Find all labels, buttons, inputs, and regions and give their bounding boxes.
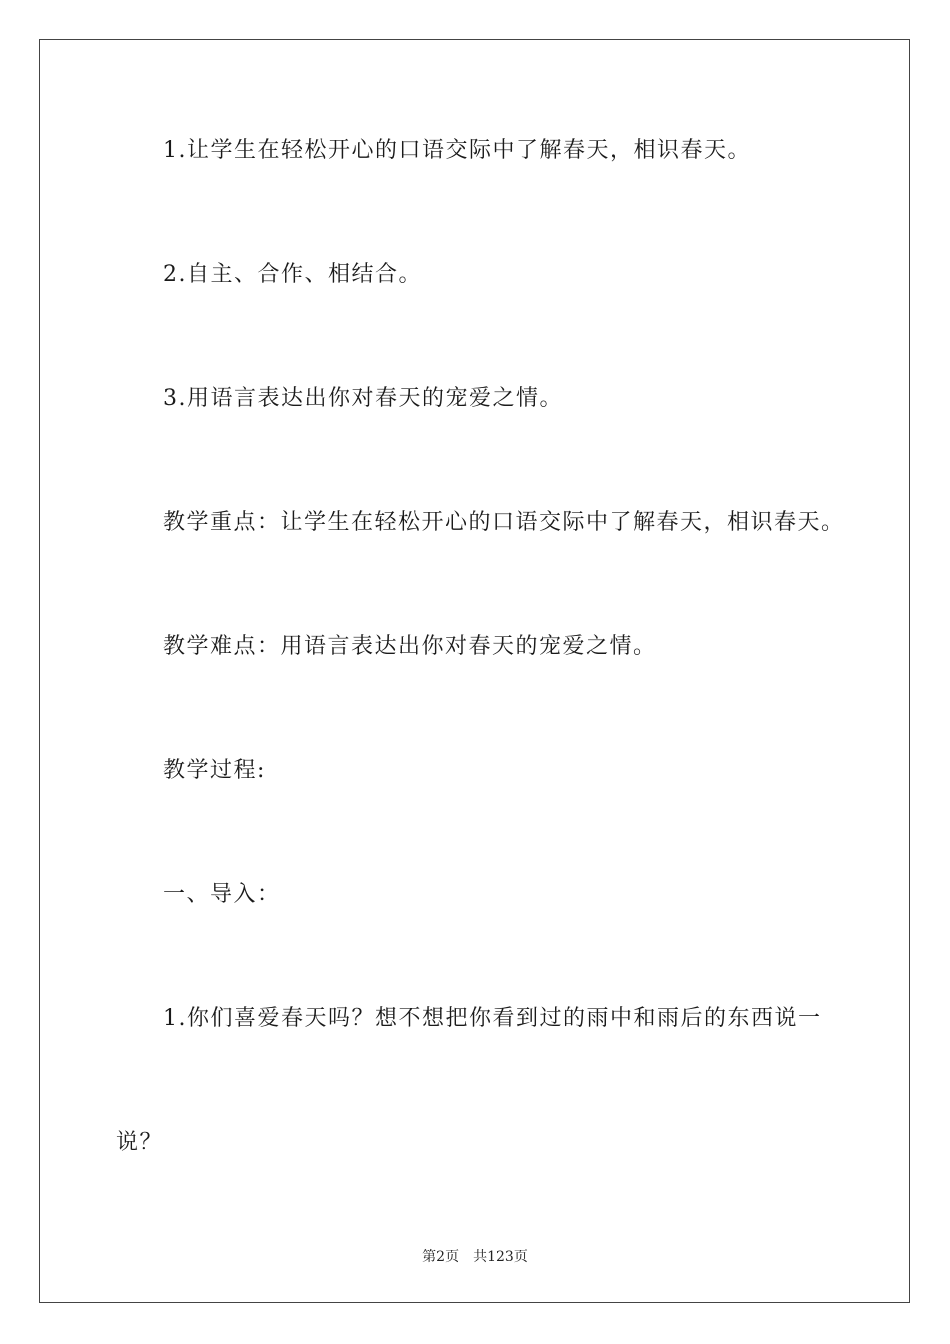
page-total: 共123页 xyxy=(473,1249,528,1265)
paragraph-goal-1: 1.让学生在轻松开心的口语交际中了解春天，相识春天。 xyxy=(163,138,751,163)
page-footer xyxy=(0,1247,950,1267)
page-frame xyxy=(39,39,910,1303)
paragraph-goal-3: 3.用语言表达出你对春天的宠爱之情。 xyxy=(163,386,563,411)
paragraph-key-point: 教学重点：让学生在轻松开心的口语交际中了解春天，相识春天。 xyxy=(163,510,845,535)
paragraph-intro-question: 1.你们喜爱春天吗？想不想把你看到过的雨中和雨后的东西说一 xyxy=(163,1006,822,1031)
paragraph-difficulty: 教学难点：用语言表达出你对春天的宠爱之情。 xyxy=(163,634,657,659)
paragraph-process-heading: 教学过程: xyxy=(163,758,266,783)
paragraph-goal-2: 2.自主、合作、相结合。 xyxy=(163,262,422,287)
page-number: 第2页 xyxy=(422,1249,460,1265)
paragraph-intro-heading: 一、导入： xyxy=(163,882,281,907)
paragraph-intro-question-continued: 说？ xyxy=(116,1130,164,1155)
